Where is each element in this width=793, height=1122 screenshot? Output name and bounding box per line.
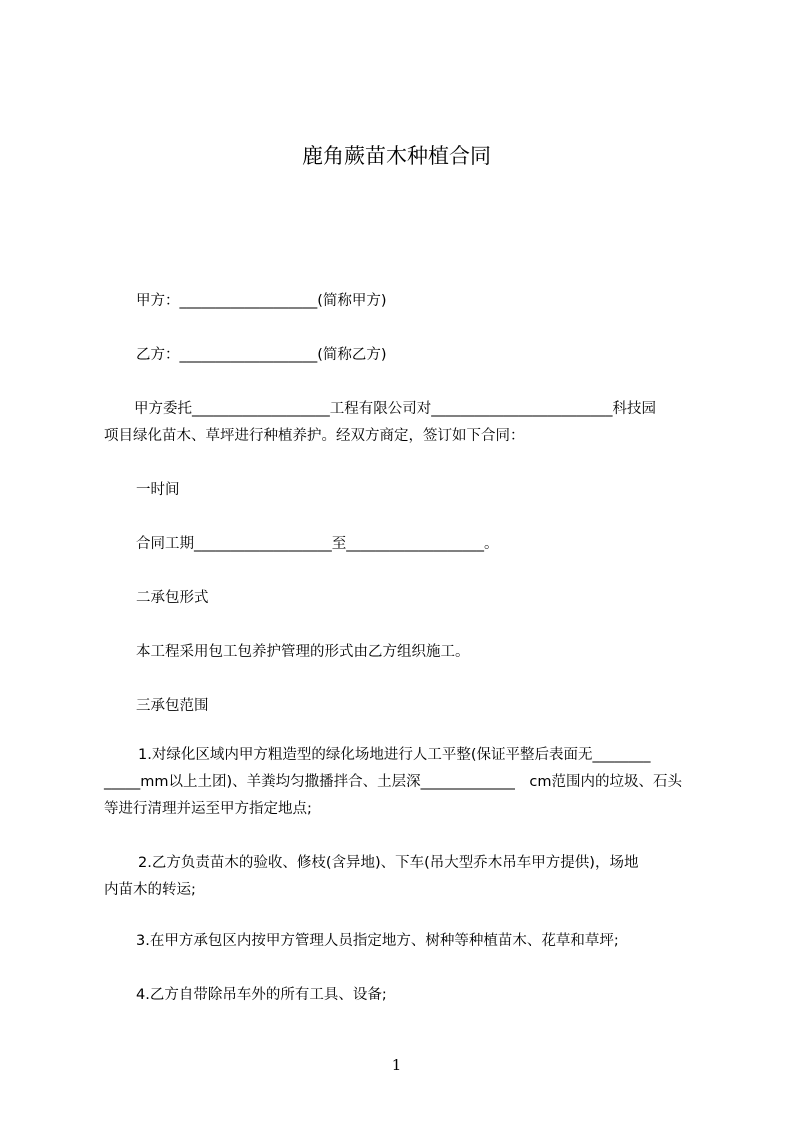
section-3-heading: 三承包范围 (136, 698, 209, 714)
section-1-heading: 一时间 (136, 482, 180, 498)
section-2-heading: 二承包形式 (136, 590, 209, 606)
item-4-line: 4.乙方自带除吊车外的所有工具、设备; (136, 987, 387, 1003)
item-1-line-2: _____mm以上土团)、羊粪均匀撒播拌合、土层深_____________ cm范围内的垃圾、石头 (104, 774, 683, 790)
item-1-line-3: 等进行清理并运至甲方指定地点; (104, 801, 312, 817)
party-a-line: 甲方：___________________(简称甲方) (136, 293, 387, 309)
intro-line-1: 甲方委托___________________工程有限公司对_________________________科技园 (134, 401, 656, 417)
document-title: 鹿角蕨苗木种植合同 (302, 144, 491, 168)
item-1-line-1: 1.对绿化区域内甲方粗造型的绿化场地进行人工平整(保证平整后表面无________ (138, 747, 651, 763)
item-2-line-2: 内苗木的转运; (104, 882, 196, 898)
section-2-text: 本工程采用包工包养护管理的形式由乙方组织施工。 (136, 644, 470, 660)
page-number: 1 (391, 1056, 402, 1074)
item-2-line-1: 2.乙方负责苗木的验收、修枝(含异地)、下车(吊大型乔木吊车甲方提供)，场地 (138, 855, 639, 871)
party-b-line: 乙方：___________________(简称乙方) (136, 347, 387, 363)
contract-period-line: 合同工期___________________至___________________。 (136, 536, 499, 552)
item-3-line: 3.在甲方承包区内按甲方管理人员指定地方、树种等种植苗木、花草和草坪; (136, 933, 619, 949)
intro-line-2: 项目绿化苗木、草坪进行种植养护。经双方商定，签订如下合同： (104, 428, 525, 444)
